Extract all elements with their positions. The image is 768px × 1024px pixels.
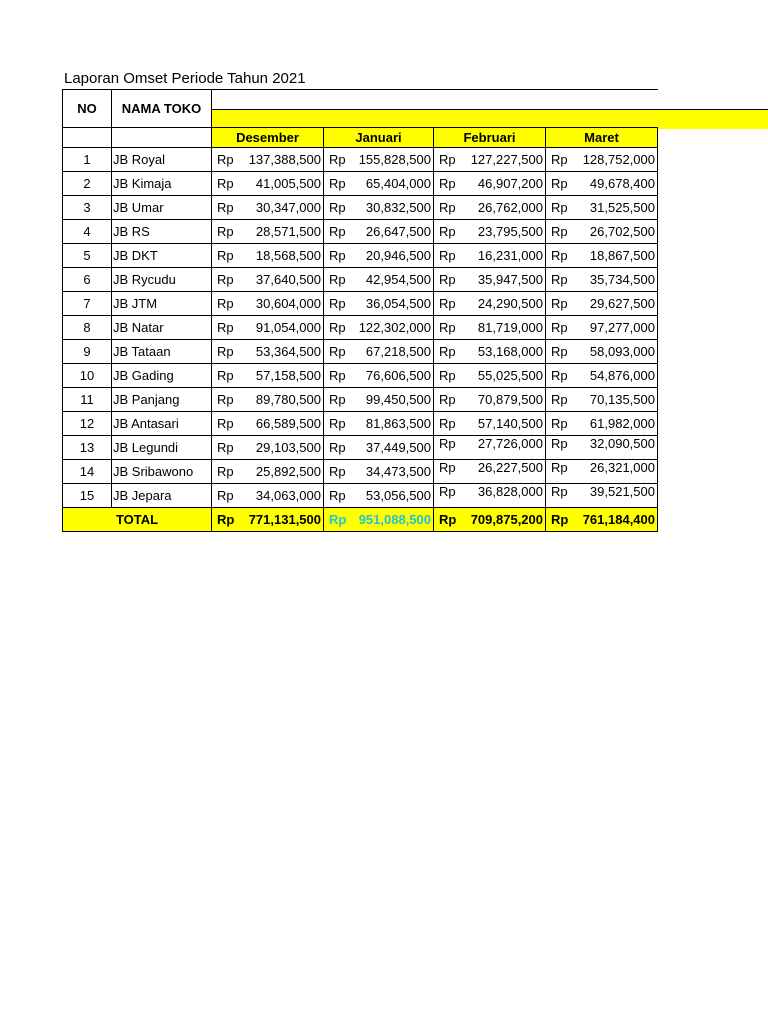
sales-cell-januari bbox=[324, 460, 434, 484]
sales-cell-februari bbox=[434, 316, 546, 340]
header-no: NO bbox=[63, 90, 112, 128]
store-name: JB Sribawono bbox=[112, 460, 212, 484]
store-name: JB Jepara bbox=[112, 484, 212, 508]
sales-cell-maret bbox=[546, 244, 658, 268]
sales-value: 46,907,200 bbox=[477, 176, 543, 191]
currency-label: Rp bbox=[329, 440, 346, 455]
row-no: 4 bbox=[63, 220, 112, 244]
currency-label: Rp bbox=[329, 368, 346, 383]
sales-value: 42,954,500 bbox=[365, 272, 431, 287]
currency-label: Rp bbox=[329, 344, 346, 359]
total-label: TOTAL bbox=[63, 508, 212, 532]
table-row bbox=[63, 148, 658, 172]
currency-label: Rp bbox=[439, 344, 456, 359]
sales-cell-maret bbox=[546, 172, 658, 196]
store-name: JB JTM bbox=[112, 292, 212, 316]
store-name: JB Kimaja bbox=[112, 172, 212, 196]
sales-cell-januari bbox=[324, 484, 434, 508]
currency-label: Rp bbox=[551, 224, 568, 239]
sales-cell-maret bbox=[546, 148, 658, 172]
sales-value: 91,054,000 bbox=[255, 320, 321, 335]
sales-cell-desember bbox=[212, 196, 324, 220]
sales-cell-februari bbox=[434, 196, 546, 220]
sales-value: 26,762,000 bbox=[477, 200, 543, 215]
sales-cell-februari bbox=[434, 220, 546, 244]
sales-cell-januari bbox=[324, 172, 434, 196]
sales-value: 29,103,500 bbox=[255, 440, 321, 455]
header-spacer bbox=[212, 90, 658, 128]
sales-cell-desember bbox=[212, 436, 324, 460]
sales-value: 35,734,500 bbox=[589, 272, 655, 287]
currency-label: Rp bbox=[217, 248, 234, 263]
sales-cell-januari bbox=[324, 412, 434, 436]
table-row bbox=[63, 196, 658, 220]
row-no: 11 bbox=[63, 388, 112, 412]
sales-cell-desember bbox=[212, 316, 324, 340]
row-no: 13 bbox=[63, 436, 112, 460]
sales-cell-maret bbox=[546, 436, 658, 460]
row-no: 10 bbox=[63, 364, 112, 388]
sales-value: 53,056,500 bbox=[365, 488, 431, 503]
sales-cell-desember bbox=[212, 484, 324, 508]
total-januari bbox=[324, 508, 434, 532]
table-row bbox=[63, 436, 658, 460]
sales-cell-februari bbox=[434, 268, 546, 292]
table-row bbox=[63, 460, 658, 484]
sales-value: 81,719,000 bbox=[477, 320, 543, 335]
sales-cell-januari bbox=[324, 436, 434, 460]
sales-cell-februari bbox=[434, 388, 546, 412]
sales-cell-januari bbox=[324, 364, 434, 388]
sales-value: 37,640,500 bbox=[255, 272, 321, 287]
sales-cell-januari bbox=[324, 340, 434, 364]
total-value: 709,875,200 bbox=[470, 512, 543, 527]
sales-value: 24,290,500 bbox=[477, 296, 543, 311]
sales-cell-januari bbox=[324, 220, 434, 244]
currency-label: Rp bbox=[217, 320, 234, 335]
sales-value: 122,302,000 bbox=[358, 320, 431, 335]
sales-cell-desember bbox=[212, 148, 324, 172]
sales-value: 39,521,500 bbox=[589, 484, 655, 499]
currency-label: Rp bbox=[329, 152, 346, 167]
table-row bbox=[63, 388, 658, 412]
sales-cell-januari bbox=[324, 268, 434, 292]
sales-value: 35,947,500 bbox=[477, 272, 543, 287]
currency-label: Rp bbox=[217, 152, 234, 167]
currency-label: Rp bbox=[439, 460, 456, 475]
currency-label: Rp bbox=[217, 200, 234, 215]
sales-value: 25,892,500 bbox=[255, 464, 321, 479]
currency-label: Rp bbox=[439, 296, 456, 311]
row-no: 8 bbox=[63, 316, 112, 340]
sales-value: 30,604,000 bbox=[255, 296, 321, 311]
header-month-desember: Desember bbox=[212, 128, 324, 148]
currency-label: Rp bbox=[217, 344, 234, 359]
store-name: JB DKT bbox=[112, 244, 212, 268]
row-no: 9 bbox=[63, 340, 112, 364]
sales-value: 89,780,500 bbox=[255, 392, 321, 407]
sales-value: 65,404,000 bbox=[365, 176, 431, 191]
sales-value: 49,678,400 bbox=[589, 176, 655, 191]
store-name: JB Rycudu bbox=[112, 268, 212, 292]
row-no: 6 bbox=[63, 268, 112, 292]
table-row bbox=[63, 268, 658, 292]
currency-label: Rp bbox=[439, 512, 457, 527]
sales-cell-maret bbox=[546, 196, 658, 220]
total-value: 951,088,500 bbox=[358, 512, 431, 527]
currency-label: Rp bbox=[551, 320, 568, 335]
sales-cell-desember bbox=[212, 388, 324, 412]
sales-value: 53,364,500 bbox=[255, 344, 321, 359]
row-no: 3 bbox=[63, 196, 112, 220]
sales-cell-desember bbox=[212, 340, 324, 364]
sales-value: 36,054,500 bbox=[365, 296, 431, 311]
header-month-februari: Februari bbox=[434, 128, 546, 148]
sales-value: 32,090,500 bbox=[589, 436, 655, 451]
sales-cell-maret bbox=[546, 220, 658, 244]
table-row bbox=[63, 292, 658, 316]
sales-value: 81,863,500 bbox=[365, 416, 431, 431]
currency-label: Rp bbox=[439, 224, 456, 239]
currency-label: Rp bbox=[439, 272, 456, 287]
store-name: JB RS bbox=[112, 220, 212, 244]
store-name: JB Natar bbox=[112, 316, 212, 340]
sales-cell-februari bbox=[434, 436, 546, 460]
sales-cell-februari bbox=[434, 340, 546, 364]
sales-value: 26,647,500 bbox=[365, 224, 431, 239]
table-row bbox=[63, 244, 658, 268]
currency-label: Rp bbox=[217, 368, 234, 383]
sales-value: 20,946,500 bbox=[365, 248, 431, 263]
sales-cell-januari bbox=[324, 388, 434, 412]
sales-cell-februari bbox=[434, 484, 546, 508]
header-month-januari: Januari bbox=[324, 128, 434, 148]
sales-value: 58,093,000 bbox=[589, 344, 655, 359]
currency-label: Rp bbox=[439, 436, 456, 451]
store-name: JB Antasari bbox=[112, 412, 212, 436]
row-no: 2 bbox=[63, 172, 112, 196]
sales-value: 70,879,500 bbox=[477, 392, 543, 407]
currency-label: Rp bbox=[217, 176, 234, 191]
currency-label: Rp bbox=[439, 392, 456, 407]
currency-label: Rp bbox=[551, 368, 568, 383]
sales-value: 54,876,000 bbox=[589, 368, 655, 383]
currency-label: Rp bbox=[551, 484, 568, 499]
sales-value: 57,158,500 bbox=[255, 368, 321, 383]
currency-label: Rp bbox=[551, 512, 569, 527]
currency-label: Rp bbox=[329, 320, 346, 335]
currency-label: Rp bbox=[551, 152, 568, 167]
sales-cell-januari bbox=[324, 148, 434, 172]
currency-label: Rp bbox=[217, 224, 234, 239]
table-row bbox=[63, 340, 658, 364]
sales-value: 70,135,500 bbox=[589, 392, 655, 407]
currency-label: Rp bbox=[551, 460, 568, 475]
store-name: JB Royal bbox=[112, 148, 212, 172]
currency-label: Rp bbox=[217, 272, 234, 287]
sales-cell-desember bbox=[212, 364, 324, 388]
currency-label: Rp bbox=[329, 296, 346, 311]
sales-cell-maret bbox=[546, 484, 658, 508]
currency-label: Rp bbox=[329, 272, 346, 287]
sales-value: 67,218,500 bbox=[365, 344, 431, 359]
header-nama-toko: NAMA TOKO bbox=[112, 90, 212, 128]
sales-value: 97,277,000 bbox=[589, 320, 655, 335]
row-no: 7 bbox=[63, 292, 112, 316]
currency-label: Rp bbox=[551, 272, 568, 287]
currency-label: Rp bbox=[329, 416, 346, 431]
row-no: 5 bbox=[63, 244, 112, 268]
sales-cell-februari bbox=[434, 292, 546, 316]
currency-label: Rp bbox=[551, 416, 568, 431]
currency-label: Rp bbox=[439, 320, 456, 335]
sales-value: 26,702,500 bbox=[589, 224, 655, 239]
currency-label: Rp bbox=[217, 296, 234, 311]
sales-cell-desember bbox=[212, 172, 324, 196]
sales-cell-januari bbox=[324, 196, 434, 220]
sales-cell-maret bbox=[546, 340, 658, 364]
total-value: 761,184,400 bbox=[582, 512, 655, 527]
currency-label: Rp bbox=[217, 464, 234, 479]
sales-value: 41,005,500 bbox=[255, 176, 321, 191]
sales-cell-februari bbox=[434, 364, 546, 388]
currency-label: Rp bbox=[551, 436, 568, 451]
store-name: JB Tataan bbox=[112, 340, 212, 364]
currency-label: Rp bbox=[551, 176, 568, 191]
sales-value: 37,449,500 bbox=[365, 440, 431, 455]
currency-label: Rp bbox=[439, 152, 456, 167]
sales-value: 57,140,500 bbox=[477, 416, 543, 431]
table-row bbox=[63, 220, 658, 244]
currency-label: Rp bbox=[329, 248, 346, 263]
sales-cell-maret bbox=[546, 460, 658, 484]
sales-cell-februari bbox=[434, 244, 546, 268]
row-no: 15 bbox=[63, 484, 112, 508]
sales-value: 61,982,000 bbox=[589, 416, 655, 431]
currency-label: Rp bbox=[329, 512, 347, 527]
row-no: 14 bbox=[63, 460, 112, 484]
sales-value: 66,589,500 bbox=[255, 416, 321, 431]
sales-value: 26,321,000 bbox=[589, 460, 655, 475]
sales-cell-desember bbox=[212, 412, 324, 436]
sales-cell-maret bbox=[546, 412, 658, 436]
sales-value: 137,388,500 bbox=[248, 152, 321, 167]
currency-label: Rp bbox=[217, 488, 234, 503]
currency-label: Rp bbox=[439, 176, 456, 191]
sales-value: 30,832,500 bbox=[365, 200, 431, 215]
sales-cell-desember bbox=[212, 460, 324, 484]
sales-value: 34,473,500 bbox=[365, 464, 431, 479]
sales-value: 31,525,500 bbox=[589, 200, 655, 215]
store-name: JB Gading bbox=[112, 364, 212, 388]
header-name-filler bbox=[112, 128, 212, 148]
sales-value: 28,571,500 bbox=[255, 224, 321, 239]
store-name: JB Panjang bbox=[112, 388, 212, 412]
sales-cell-maret bbox=[546, 316, 658, 340]
sales-cell-desember bbox=[212, 268, 324, 292]
currency-label: Rp bbox=[439, 248, 456, 263]
sales-cell-maret bbox=[546, 268, 658, 292]
sales-cell-februari bbox=[434, 148, 546, 172]
sales-value: 27,726,000 bbox=[477, 436, 543, 451]
store-name: JB Legundi bbox=[112, 436, 212, 460]
currency-label: Rp bbox=[329, 224, 346, 239]
sales-value: 155,828,500 bbox=[358, 152, 431, 167]
currency-label: Rp bbox=[217, 392, 234, 407]
sales-table bbox=[62, 89, 658, 532]
table-row bbox=[63, 412, 658, 436]
currency-label: Rp bbox=[439, 484, 456, 499]
sales-cell-maret bbox=[546, 364, 658, 388]
sales-value: 18,568,500 bbox=[255, 248, 321, 263]
total-desember bbox=[212, 508, 324, 532]
total-value: 771,131,500 bbox=[248, 512, 321, 527]
currency-label: Rp bbox=[329, 392, 346, 407]
currency-label: Rp bbox=[329, 200, 346, 215]
sales-value: 29,627,500 bbox=[589, 296, 655, 311]
sales-cell-februari bbox=[434, 412, 546, 436]
sales-value: 34,063,000 bbox=[255, 488, 321, 503]
currency-label: Rp bbox=[217, 416, 234, 431]
currency-label: Rp bbox=[551, 344, 568, 359]
currency-label: Rp bbox=[439, 416, 456, 431]
sales-cell-januari bbox=[324, 292, 434, 316]
sales-value: 76,606,500 bbox=[365, 368, 431, 383]
currency-label: Rp bbox=[329, 488, 346, 503]
row-no: 1 bbox=[63, 148, 112, 172]
sales-cell-desember bbox=[212, 244, 324, 268]
currency-label: Rp bbox=[217, 440, 234, 455]
sales-value: 53,168,000 bbox=[477, 344, 543, 359]
sales-cell-februari bbox=[434, 172, 546, 196]
sales-value: 36,828,000 bbox=[477, 484, 543, 499]
total-maret bbox=[546, 508, 658, 532]
sales-cell-januari bbox=[324, 244, 434, 268]
header-month-maret: Maret bbox=[546, 128, 658, 148]
sales-value: 30,347,000 bbox=[255, 200, 321, 215]
table-row bbox=[63, 172, 658, 196]
table-row bbox=[63, 484, 658, 508]
sales-value: 23,795,500 bbox=[477, 224, 543, 239]
currency-label: Rp bbox=[439, 368, 456, 383]
currency-label: Rp bbox=[217, 512, 235, 527]
currency-label: Rp bbox=[551, 200, 568, 215]
sales-value: 55,025,500 bbox=[477, 368, 543, 383]
currency-label: Rp bbox=[551, 392, 568, 407]
sales-value: 26,227,500 bbox=[477, 460, 543, 475]
sales-value: 16,231,000 bbox=[477, 248, 543, 263]
currency-label: Rp bbox=[329, 176, 346, 191]
sales-cell-februari bbox=[434, 460, 546, 484]
table-row bbox=[63, 364, 658, 388]
sales-value: 18,867,500 bbox=[589, 248, 655, 263]
total-februari bbox=[434, 508, 546, 532]
currency-label: Rp bbox=[551, 296, 568, 311]
row-no: 12 bbox=[63, 412, 112, 436]
currency-label: Rp bbox=[439, 200, 456, 215]
sales-cell-maret bbox=[546, 388, 658, 412]
sales-value: 99,450,500 bbox=[365, 392, 431, 407]
sales-cell-desember bbox=[212, 292, 324, 316]
store-name: JB Umar bbox=[112, 196, 212, 220]
sales-cell-januari bbox=[324, 316, 434, 340]
report-title: Laporan Omset Periode Tahun 2021 bbox=[64, 70, 306, 87]
currency-label: Rp bbox=[329, 464, 346, 479]
sales-cell-desember bbox=[212, 220, 324, 244]
total-row bbox=[63, 508, 658, 532]
header-no-filler bbox=[63, 128, 112, 148]
sales-cell-maret bbox=[546, 292, 658, 316]
currency-label: Rp bbox=[551, 248, 568, 263]
table-row bbox=[63, 316, 658, 340]
sales-value: 127,227,500 bbox=[470, 152, 543, 167]
sales-value: 128,752,000 bbox=[582, 152, 655, 167]
